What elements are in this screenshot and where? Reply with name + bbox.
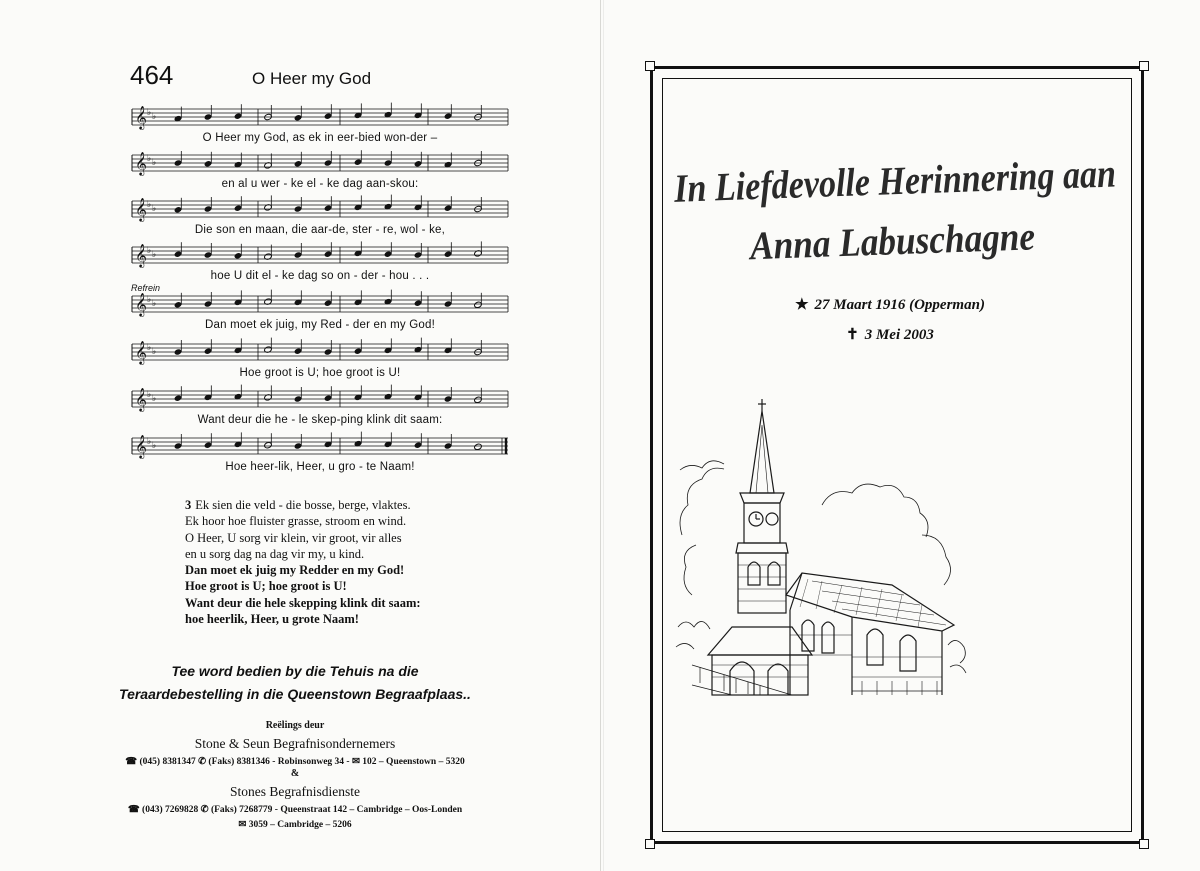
frame-corner [1139, 61, 1149, 71]
svg-text:♭: ♭ [147, 154, 152, 164]
staff-row [130, 291, 510, 337]
svg-text:𝄞: 𝄞 [135, 292, 147, 316]
svg-text:♭: ♭ [147, 108, 152, 118]
lyric-line: Want deur die he - le skep-ping klink dit saam: [197, 414, 443, 426]
svg-text:♭: ♭ [147, 246, 152, 256]
music-staff [130, 242, 510, 268]
hymn-number: 464 [130, 60, 174, 90]
svg-text:♭: ♭ [152, 347, 157, 357]
arrangements-label: Reëlings deur [265, 720, 325, 731]
music-staff [130, 196, 510, 222]
staff-row [130, 386, 510, 432]
staff-row [130, 339, 510, 385]
svg-text:♭: ♭ [152, 112, 157, 122]
birth-line [700, 290, 1080, 320]
music-staff [130, 386, 510, 412]
lyric-line: O Heer my God, as ek in eer-bied won-der – [202, 132, 438, 144]
frame-corner [1139, 839, 1149, 849]
lyric-line: en al u wer - ke el - ke dag aan-skou: [221, 178, 419, 190]
svg-text:♭: ♭ [152, 394, 157, 404]
svg-text:♭: ♭ [152, 299, 157, 309]
svg-text:♭: ♭ [147, 343, 152, 353]
svg-text:♭: ♭ [147, 295, 152, 305]
music-staff [130, 150, 510, 176]
cross-icon: ✝ [846, 327, 859, 343]
funeral-home-name: Stone & Seun Begrafnisondernemers [194, 736, 396, 751]
hymn-header [130, 60, 510, 94]
svg-text:♭: ♭ [147, 200, 152, 210]
svg-text:𝄞: 𝄞 [135, 197, 147, 221]
svg-text:𝄞: 𝄞 [135, 151, 147, 175]
verse-refrain-line: hoe heerlik, Heer, u grote Naam! [185, 612, 359, 627]
birth-date: 27 Maart 1916 (Opperman) [814, 297, 985, 313]
verse-refrain-line: Hoe groot is U; hoe groot is U! [185, 579, 347, 594]
verse-line: Ek hoor hoe fluister grasse, stroom en wind. [185, 514, 407, 529]
memorial-title [670, 140, 1194, 275]
verse-refrain-line: Dan moet ek juig my Redder en my God! [185, 563, 405, 578]
staff-row [130, 433, 510, 479]
staff-row [130, 196, 510, 242]
frame-corner [645, 61, 655, 71]
life-dates [700, 290, 1080, 350]
page-fold-shadow [603, 0, 604, 871]
staff-row [130, 242, 510, 288]
svg-text:𝄞: 𝄞 [135, 105, 147, 129]
lyric-line: Hoe heer-lik, Heer, u gro - te Naam! [225, 461, 415, 473]
lyric-line: Dan moet ek juig, my Red - der en my God! [205, 319, 435, 331]
svg-text:♭: ♭ [147, 390, 152, 400]
ampersand: & [290, 768, 300, 779]
svg-text:𝄞: 𝄞 [135, 434, 147, 458]
frame-corner [645, 839, 655, 849]
svg-text:𝄞: 𝄞 [135, 387, 147, 411]
verse-line: en u sorg dag na dag vir my, u kind. [185, 546, 365, 561]
music-staff [130, 339, 510, 365]
svg-text:𝄞: 𝄞 [135, 340, 147, 364]
svg-text:♭: ♭ [147, 437, 152, 447]
music-staff [130, 104, 510, 130]
verse-line: O Heer, U sorg vir klein, vir groot, vir alles [185, 530, 402, 545]
refrain-label: Refrein [131, 283, 161, 293]
star-icon: ★ [795, 297, 809, 313]
funeral-home-name: Stones Begrafnisdienste [229, 784, 361, 799]
funeral-home-contact: ☎ (045) 8381347 ✆ (Faks) 8381346 - Robinsonweg 34 - ✉ 102 – Queenstown – 5320 [125, 757, 465, 767]
tea-line: Tee word bedien by die Tehuis na die [171, 663, 419, 679]
music-staff [130, 291, 510, 317]
lyric-line: Hoe groot is U; hoe groot is U! [239, 367, 401, 379]
funeral-home-contact: ☎ (043) 7269828 ✆ (Faks) 7268779 - Queenstraat 142 – Cambridge – Oos-Londen [127, 805, 463, 815]
verse-3 [185, 497, 485, 627]
verse-refrain-line: Want deur die hele skepping klink dit saam: [185, 595, 421, 610]
title-line: In Liefdevolle Herinnering aan [673, 147, 1194, 211]
svg-text:♭: ♭ [152, 441, 157, 451]
svg-text:♭: ♭ [152, 250, 157, 260]
staff-row [130, 150, 510, 196]
funeral-credits [50, 720, 540, 830]
svg-text:♭: ♭ [152, 158, 157, 168]
page-fold [600, 0, 601, 871]
lyric-line: Die son en maan, die aar-de, ster - re, wol - ke, [194, 224, 446, 236]
funeral-home-address: ✉ 3059 – Cambridge – 5206 [238, 820, 352, 830]
lyric-line: hoe U dit el - ke dag so on - der - hou . . . [210, 270, 430, 282]
svg-text:𝄞: 𝄞 [135, 243, 147, 267]
hymn-title: O Heer my God [252, 69, 372, 88]
death-line [700, 320, 1080, 350]
verse-number: 3 [185, 498, 192, 512]
svg-text:♭: ♭ [152, 204, 157, 214]
staff-row [130, 104, 510, 150]
verse-line: 3 Ek sien die veld - die bosse, berge, vlaktes. [185, 498, 411, 512]
church-sketch [672, 395, 972, 695]
death-date: 3 Mei 2003 [864, 327, 934, 343]
tea-notice [60, 660, 530, 706]
deceased-name: Anna Labuschagne [749, 211, 1075, 269]
music-staff [130, 433, 510, 459]
tea-line: Teraardebestelling in die Queenstown Begraafplaas.. [119, 686, 471, 702]
